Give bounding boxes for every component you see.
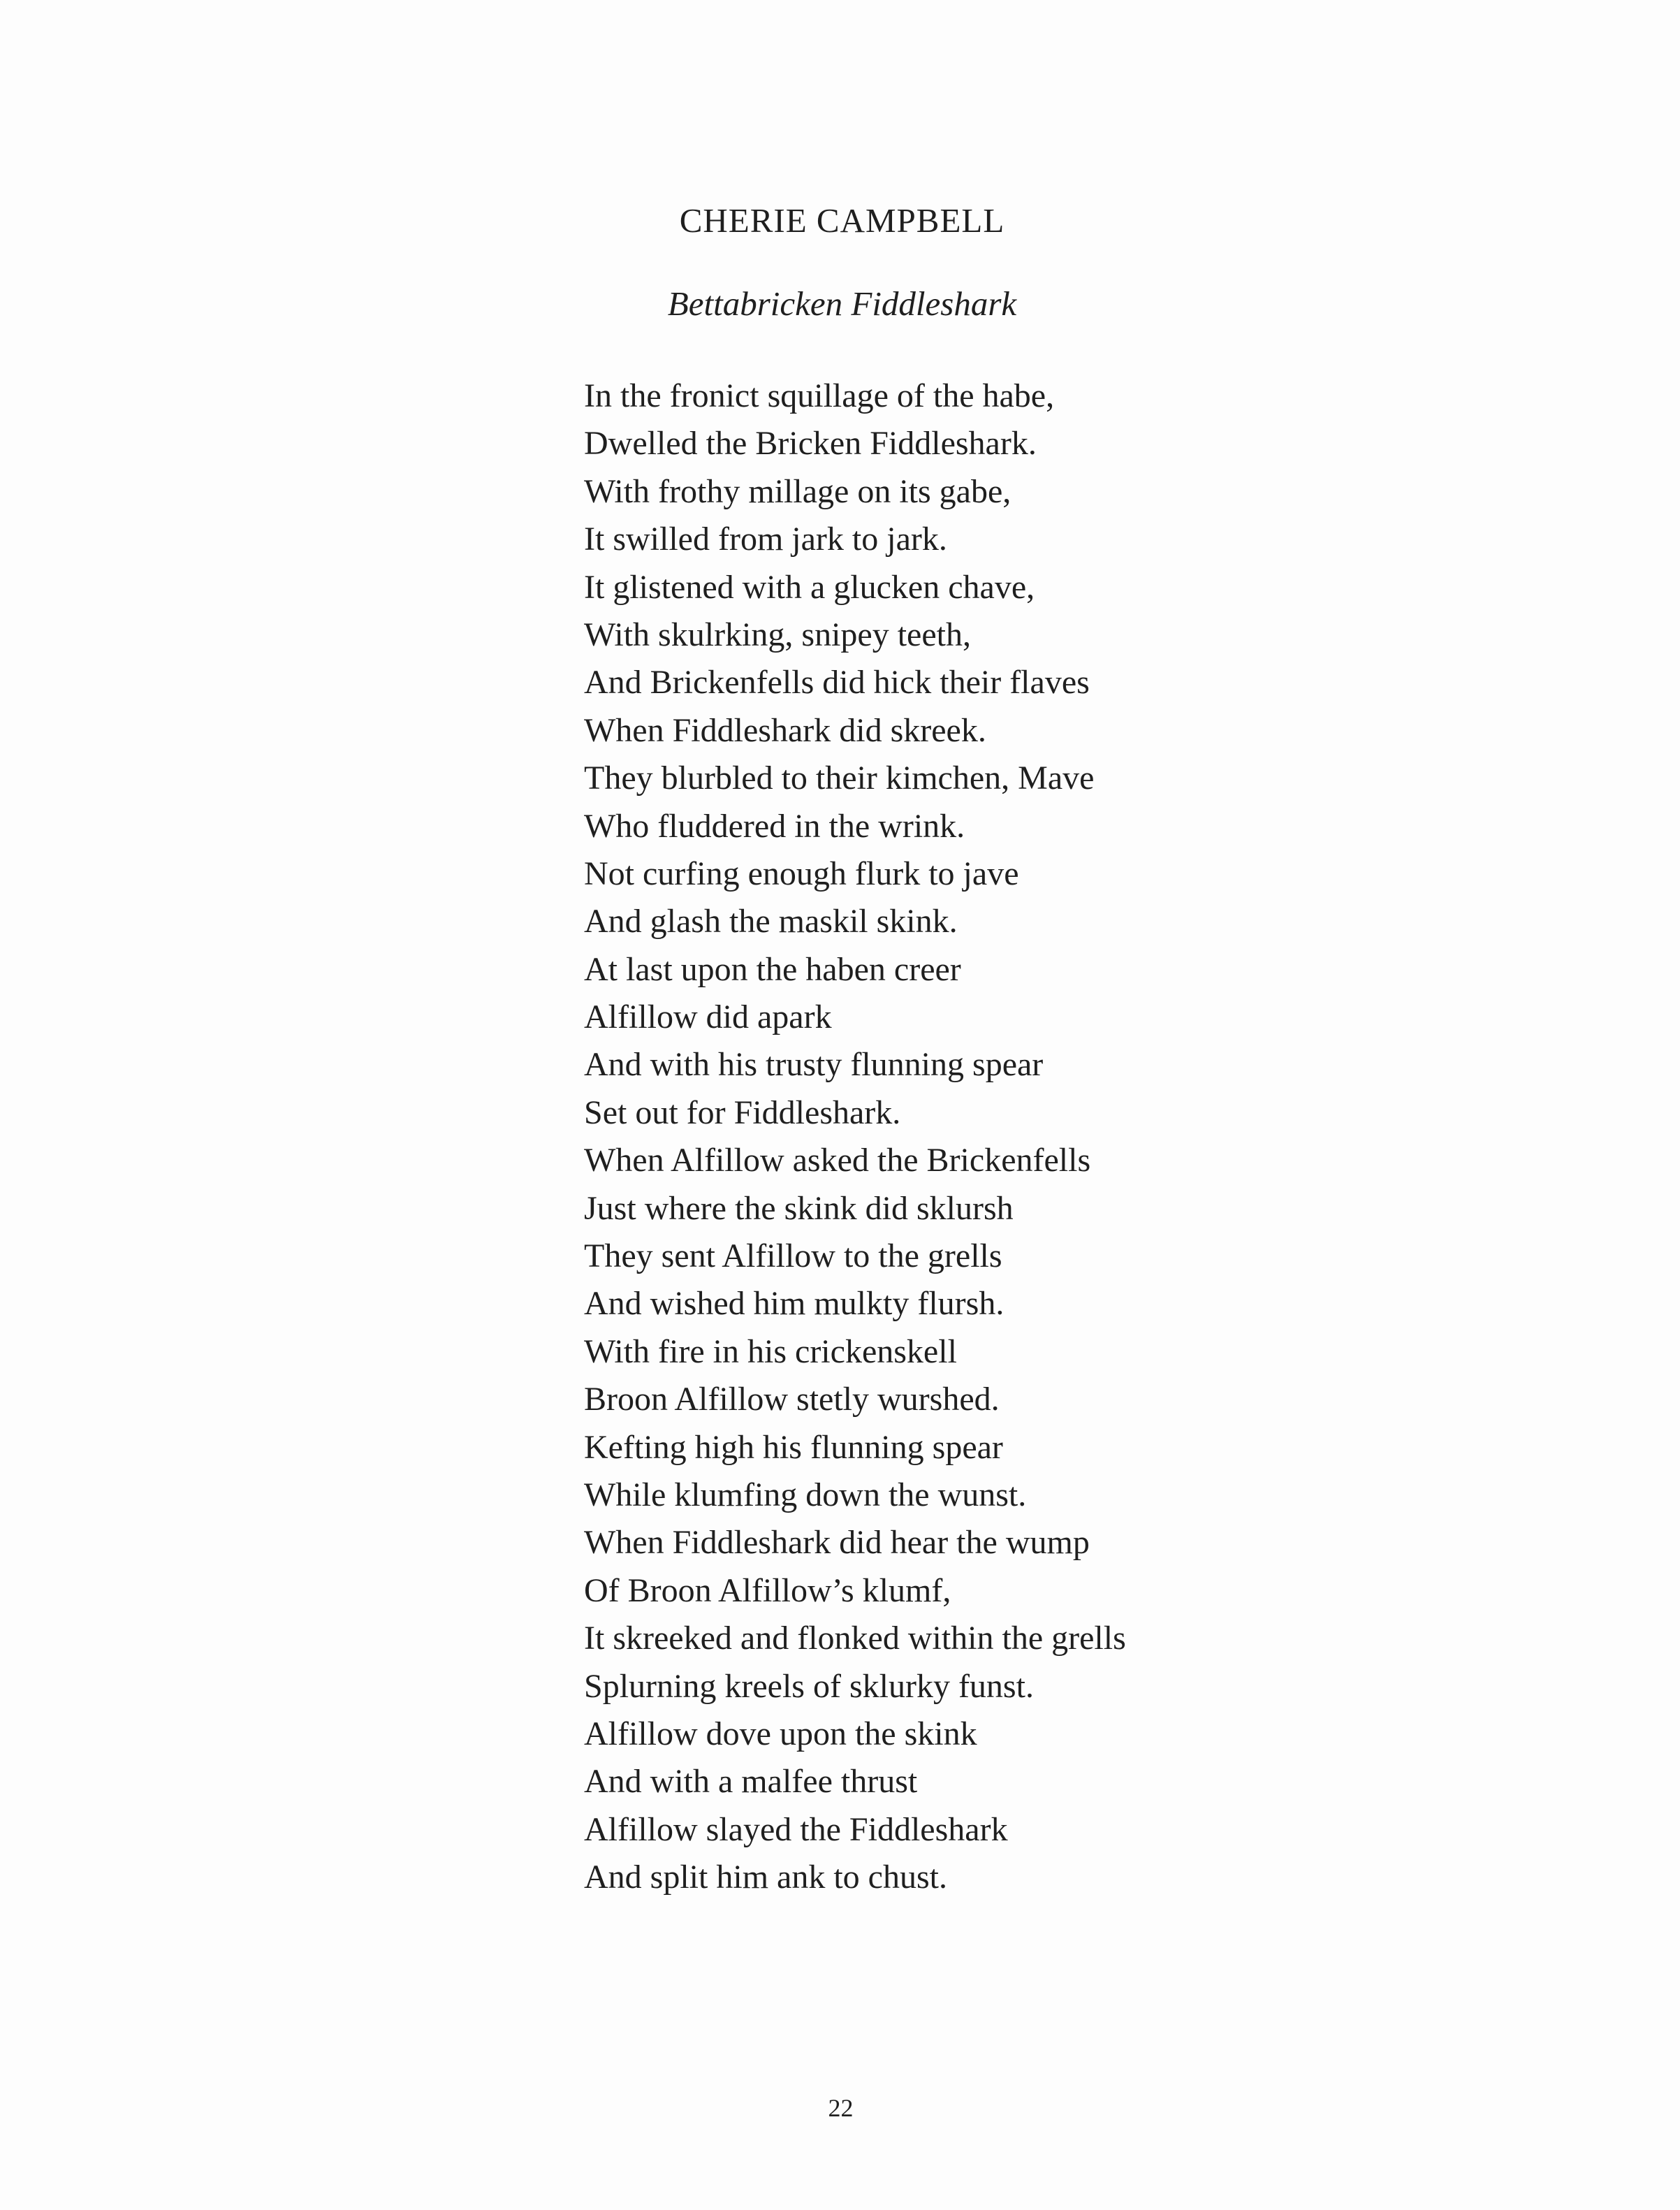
poem-line: Kefting high his flunning spear	[584, 1428, 1003, 1466]
poem-title: Bettabricken Fiddleshark	[667, 284, 1017, 323]
poem-line: And with his trusty flunning spear	[584, 1046, 1044, 1084]
poem-line: Splurning kreels of sklurky funst.	[584, 1667, 1034, 1705]
poem-line: With frothy millage on its gabe,	[584, 472, 1011, 510]
poem-line: Broon Alfillow stetly wurshed.	[584, 1381, 1000, 1418]
poem-line: Alfillow slayed the Fiddleshark	[584, 1810, 1008, 1848]
poem-line: Just where the skink did sklursh	[584, 1189, 1014, 1227]
poem-body	[584, 372, 1422, 1902]
poem-line: It skreeked and flonked within the grells	[584, 1620, 1126, 1657]
poem-line: With fire in his crickenskell	[584, 1332, 957, 1370]
poem-line: And glash the maskil skink.	[584, 903, 958, 940]
page-number: 22	[828, 2094, 854, 2122]
poem-line: They sent Alfillow to the grells	[584, 1237, 1002, 1275]
poem-line: Of Broon Alfillow’s klumf,	[584, 1571, 951, 1609]
poem-line: With skulrking, snipey teeth,	[584, 616, 971, 653]
poem-line: They blurbled to their kimchen, Mave	[584, 759, 1095, 797]
poem-line: Set out for Fiddleshark.	[584, 1093, 901, 1131]
poem-line: Who fluddered in the wrink.	[584, 807, 965, 845]
poem-line: And Brickenfells did hick their flaves	[584, 664, 1090, 701]
poem-line: When Fiddleshark did hear the wump	[584, 1524, 1090, 1562]
poem-line: In the fronict squillage of the habe,	[584, 377, 1055, 414]
poem-line: At last upon the haben creer	[584, 950, 961, 988]
poem-line: When Fiddleshark did skreek.	[584, 711, 986, 749]
poem-line: While klumfing down the wunst.	[584, 1476, 1027, 1513]
poem-line: When Alfillow asked the Brickenfells	[584, 1142, 1091, 1179]
poem-line: Not curfing enough flurk to jave	[584, 855, 1019, 892]
poem-line: And split him ank to chust.	[584, 1859, 947, 1896]
poem-line: Alfillow did apark	[584, 998, 832, 1036]
poem-line: Dwelled the Bricken Fiddleshark.	[584, 425, 1037, 463]
poem-line: It glistened with a glucken chave,	[584, 568, 1035, 606]
poem-line: And with a malfee thrust	[584, 1763, 918, 1801]
poem-line: Alfillow dove upon the skink	[584, 1715, 977, 1752]
author-name: CHERIE CAMPBELL	[679, 201, 1005, 240]
poem-line: It swilled from jark to jark.	[584, 521, 947, 558]
poem-line: And wished him mulkty flursh.	[584, 1285, 1005, 1323]
